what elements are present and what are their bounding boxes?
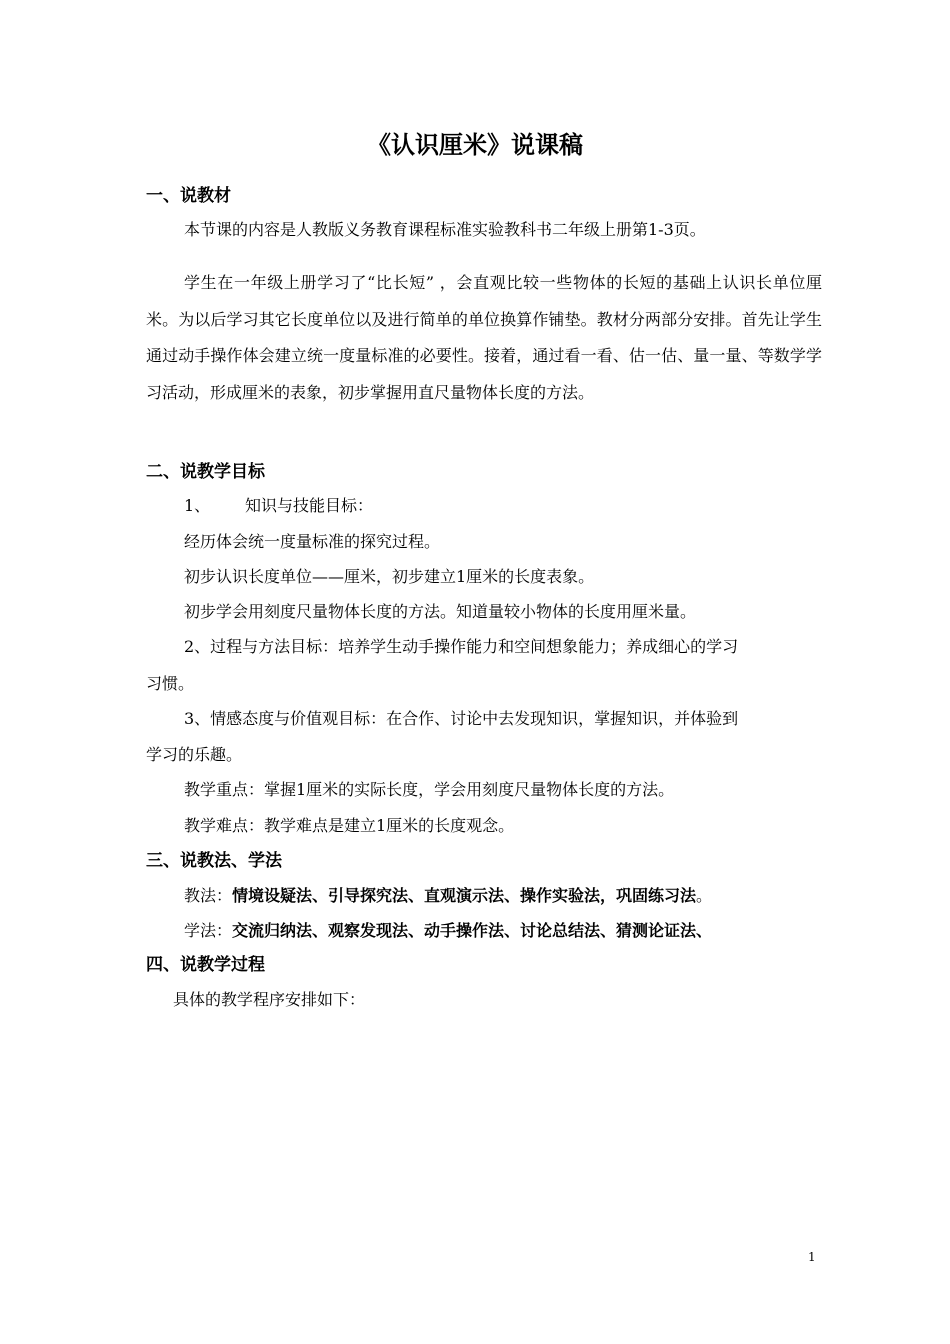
goal-2-line-1: 2、过程与方法目标：培养学生动手操作能力和空间想象能力；养成细心的学习	[184, 637, 739, 656]
section-heading-3: 三、说教法、学法	[146, 851, 282, 871]
learning-methods-line	[184, 919, 824, 943]
learning-methods-list: 交流归纳法、观察发现法、动手操作法、讨论总结法、猜测论证法、	[232, 921, 713, 940]
section-4-line-1: 具体的教学程序安排如下：	[173, 990, 366, 1009]
goal-1-item-1: 经历体会统一度量标准的探究过程。	[184, 532, 441, 551]
goal-3-line-2: 学习的乐趣。	[146, 745, 243, 764]
goal-1-item-3: 初步学会用刻度尺量物体长度的方法。知道量较小物体的长度用厘米量。	[184, 602, 697, 621]
teaching-methods-list: 情境设疑法、引导探究法、直观演示法、操作实验法，巩固练习法	[232, 886, 697, 905]
section-heading-1: 一、说教材	[146, 186, 231, 206]
section-1-line-1: 本节课的内容是人教版义务教育课程标准实验教科书二年级上册第1-3页。	[184, 220, 706, 239]
learning-methods-label: 学法：	[184, 921, 233, 940]
goal-2-line-2: 习惯。	[146, 674, 195, 693]
page-number: 1	[808, 1250, 816, 1264]
teaching-methods-line	[184, 884, 824, 908]
difficulty-point: 教学难点：教学难点是建立1厘米的长度观念。	[184, 816, 515, 835]
teaching-methods-label: 教法：	[184, 886, 233, 905]
document-title: 《认识厘米》说课稿	[367, 131, 583, 159]
teaching-methods-end: 。	[696, 886, 713, 905]
goal-1-label: 知识与技能目标：	[245, 496, 374, 515]
goal-1-item-2: 初步认识长度单位——厘米，初步建立1厘米的长度表象。	[184, 567, 595, 586]
goal-1-number: 1、	[184, 496, 211, 515]
section-heading-4: 四、说教学过程	[146, 955, 265, 975]
section-heading-2: 二、说教学目标	[146, 462, 265, 482]
goal-3-line-1: 3、情感态度与价值观目标：在合作、讨论中去发现知识，掌握知识，并体验到	[184, 709, 739, 728]
section-1-paragraph-2: 学生在一年级上册学习了“比长短” ，会直观比较一些物体的长短的基础上认识长单位厘米。为以后学习其它长度单位以及进行简单的单位换算作铺垫。教材分两部分安排。首先让学生通过动手操作体会建立统一度量标准的必要性。接着，通过看一看、估一估、量一量、等数学学习活动，形成厘米的表象，初步掌握用直尺量物体长度的方法。	[146, 273, 822, 402]
key-point: 教学重点：掌握1厘米的实际长度，学会用刻度尺量物体长度的方法。	[184, 780, 675, 799]
